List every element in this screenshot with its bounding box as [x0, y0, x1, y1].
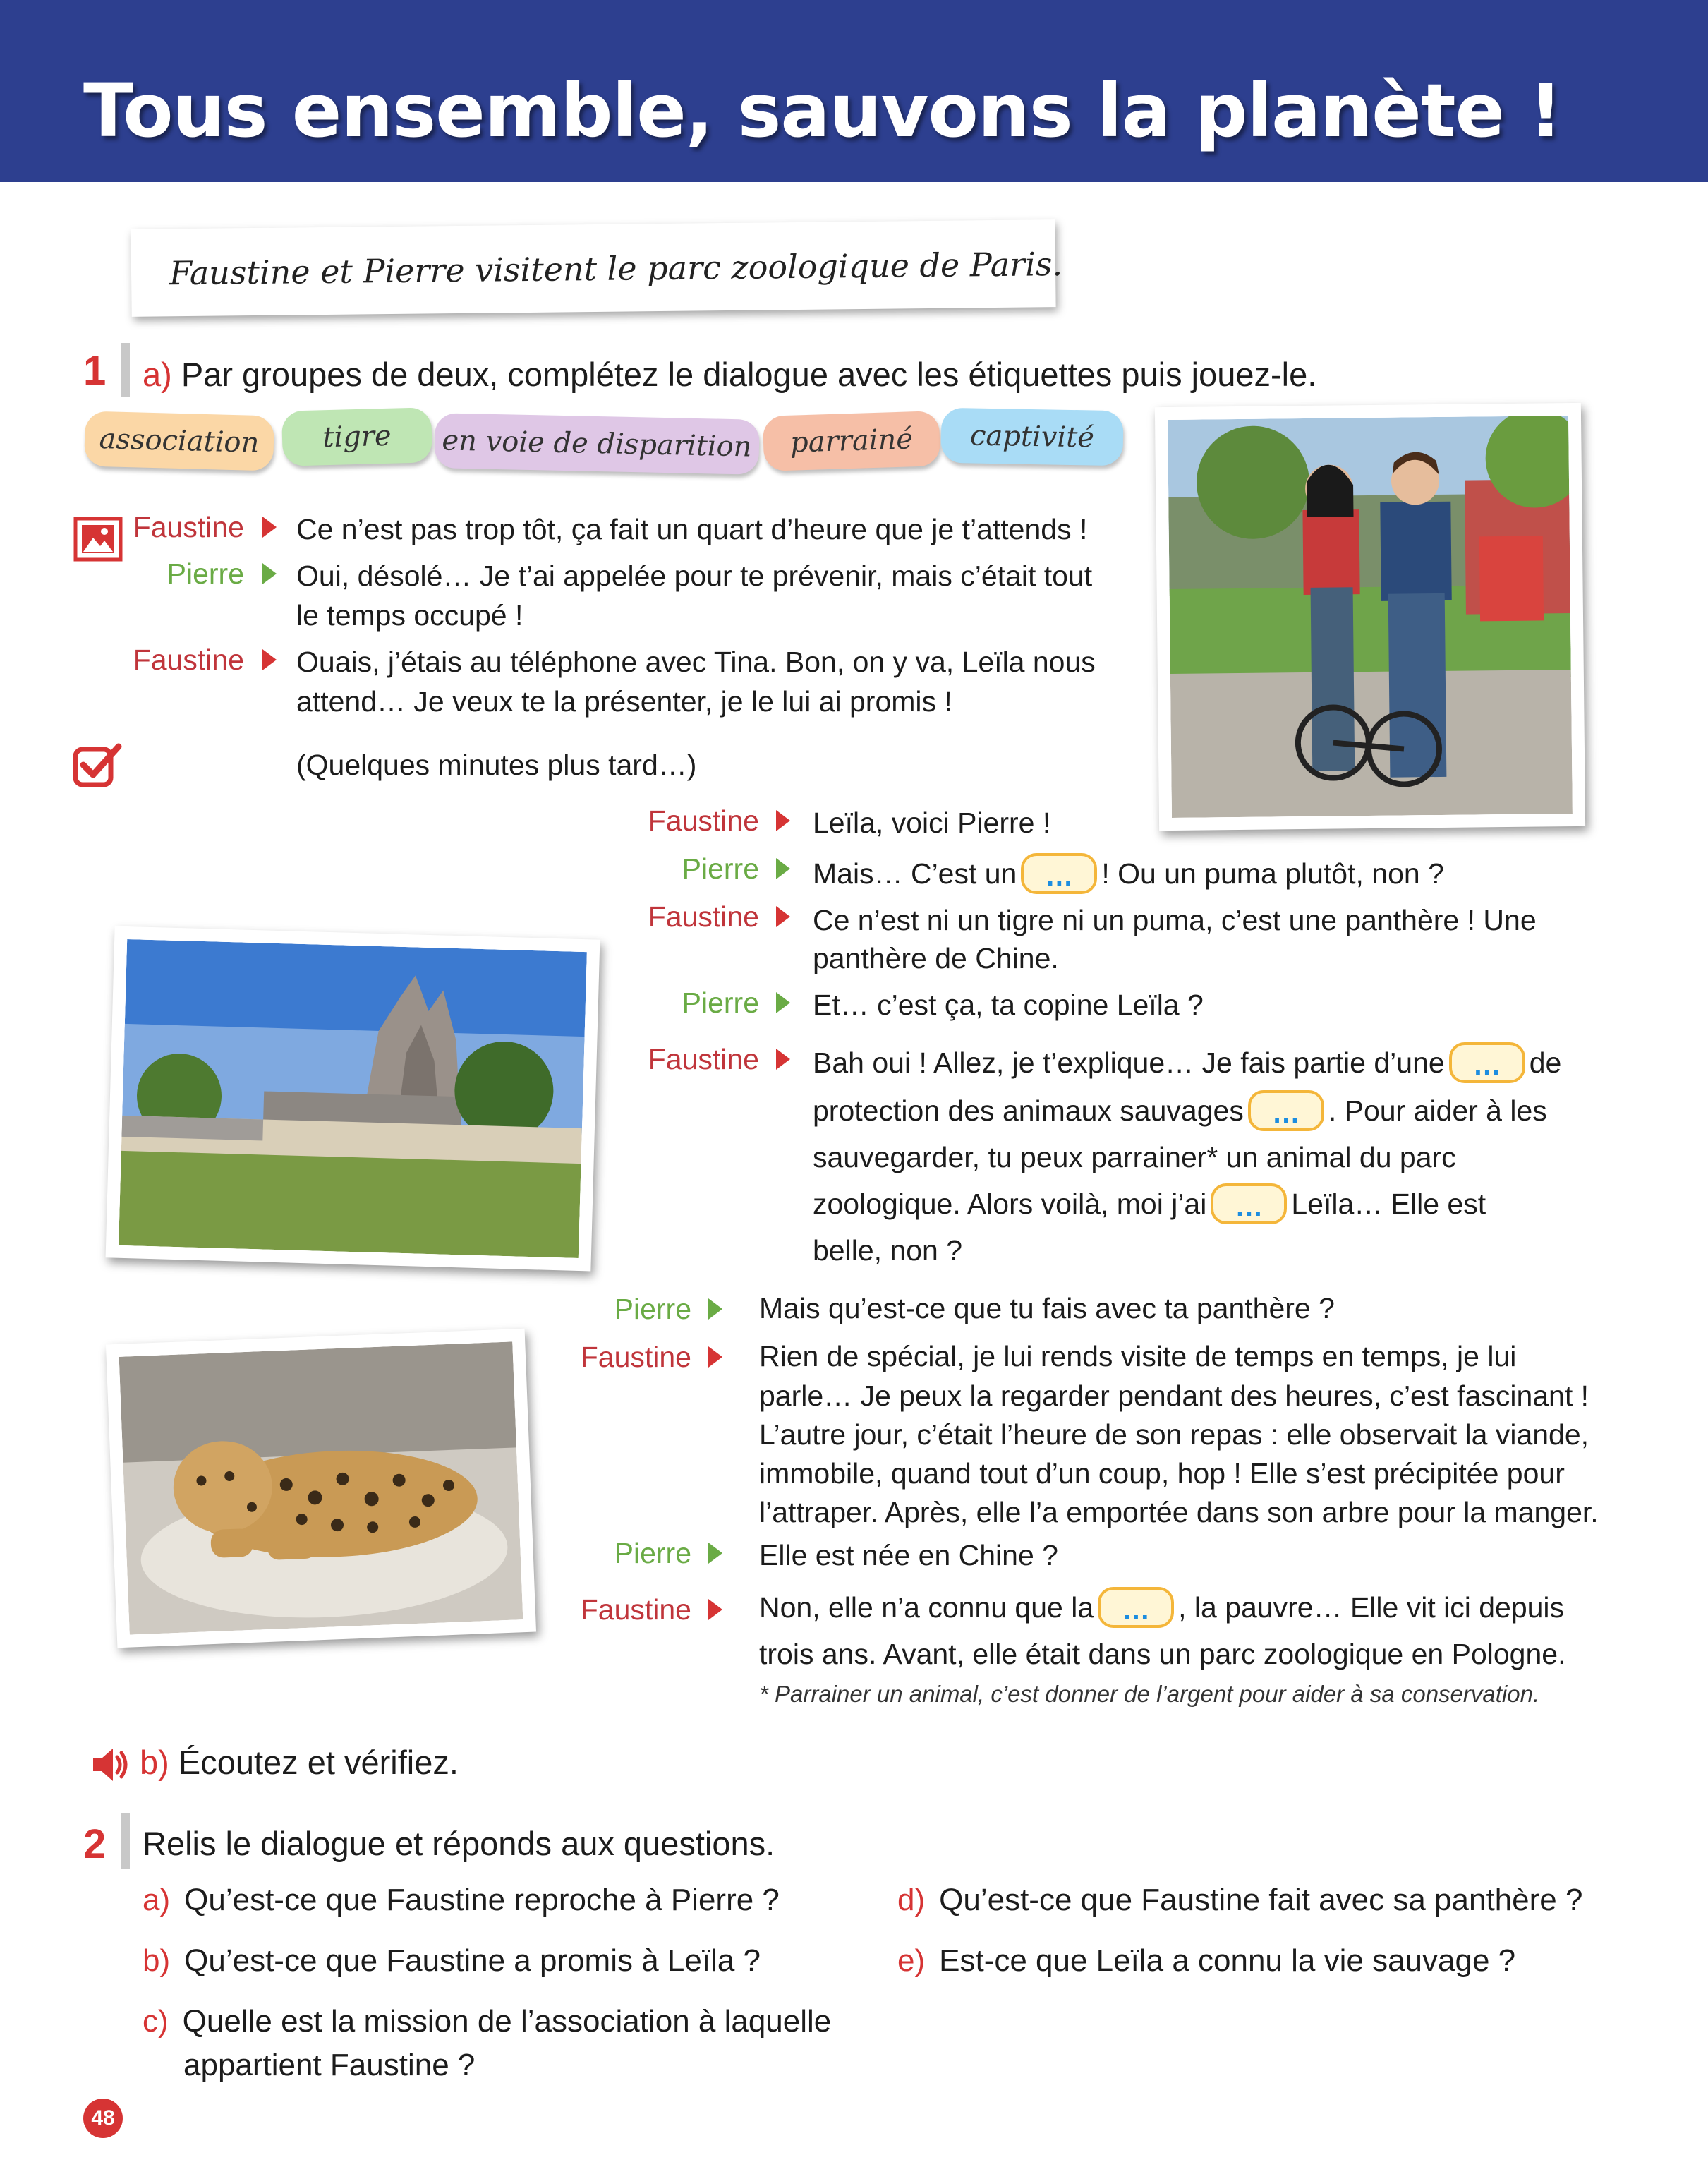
photo-teenagers [1155, 403, 1585, 831]
question-text: Est-ce que Leïla a connu la vie sauvage ? [939, 1943, 1516, 1978]
dialogue-line: Oui, désolé… Je t’ai appelée pour te prévenir, mais c’était tout [296, 560, 1093, 592]
dialogue-line: Elle est née en Chine ? [759, 1539, 1058, 1571]
question-c [143, 2000, 831, 2044]
blank-slot-3[interactable]: … [1248, 1090, 1324, 1131]
image-icon[interactable] [73, 517, 123, 562]
speaker-arrow [262, 517, 277, 538]
dialogue-line: L’autre jour, c’était l’heure de son repas : elle observait la viande, [759, 1418, 1589, 1451]
speaker-arrow [776, 810, 790, 831]
speaker-arrow [262, 563, 277, 584]
speaker-faustine: Faustine [648, 900, 759, 933]
dialogue-text: de [1529, 1046, 1562, 1079]
dialogue-text: Bah oui ! Allez, je t’explique… Je fais partie d’une [813, 1046, 1445, 1079]
dialogue-line: Et… c’est ça, ta copine Leïla ? [813, 989, 1204, 1021]
dialogue-text: Mais… C’est un [813, 857, 1017, 890]
blank-slot-5[interactable]: … [1098, 1587, 1174, 1628]
dialogue-line: immobile, quand tout d’un coup, hop ! Elle s’est précipitée pour [759, 1457, 1565, 1490]
speaker-pierre: Pierre [682, 986, 759, 1019]
speaker-arrow [708, 1599, 722, 1620]
exercise-1-bar [121, 343, 130, 397]
speaker-pierre: Pierre [166, 557, 244, 590]
intro-text: Faustine et Pierre visitent le parc zoologique de Paris. [169, 245, 1063, 293]
speaker-arrow [708, 1298, 722, 1320]
question-d [897, 1878, 1582, 1922]
dialogue-line: panthère de Chine. [813, 942, 1059, 974]
label-parraine[interactable]: parrainé [763, 411, 940, 471]
blank-slot-4[interactable]: … [1211, 1183, 1287, 1224]
exercise-1-number: 1 [83, 348, 107, 394]
question-letter: e) [897, 1943, 926, 1978]
speaker-pierre: Pierre [614, 1537, 691, 1569]
page-number: 48 [83, 2099, 123, 2138]
speaker-arrow [776, 1049, 790, 1070]
speaker-pierre: Pierre [682, 852, 759, 885]
speaker-pierre: Pierre [614, 1293, 691, 1325]
blank-slot-1[interactable]: … [1021, 853, 1097, 894]
label-tigre[interactable]: tigre [281, 407, 432, 466]
stage-direction: (Quelques minutes plus tard…) [296, 749, 697, 781]
dialogue-line: sauvegarder, tu peux parrainer* un animal du parc [813, 1141, 1456, 1173]
dialogue-line: attend… Je veux te la présenter, je le lui ai promis ! [296, 685, 952, 718]
dialogue-line [759, 1588, 1564, 1628]
exercise-2-bar [121, 1813, 130, 1869]
question-c-continued: appartient Faustine ? [183, 2048, 476, 2082]
speaker-arrow [776, 906, 790, 927]
dialogue-line: trois ans. Avant, elle était dans un parc zoologique en Pologne. [759, 1638, 1566, 1670]
speaker-faustine: Faustine [648, 1043, 759, 1075]
label-en-voie-de-disparition[interactable]: en voie de disparition [434, 413, 760, 475]
footnote: * Parrainer un animal, c’est donner de l’argent pour aider à sa conservation. [759, 1681, 1540, 1707]
question-letter: d) [897, 1883, 926, 1917]
part-b-text: Écoutez et vérifiez. [178, 1744, 459, 1781]
photo-zoo-rock [106, 926, 600, 1271]
dialogue-text: Leïla… Elle est [1291, 1188, 1486, 1220]
speaker-arrow [262, 649, 277, 670]
label-association[interactable]: association [84, 411, 274, 471]
dialogue-text: . Pour aider à les [1328, 1094, 1547, 1127]
dialogue-text: Non, elle n’a connu que la [759, 1591, 1094, 1624]
question-text: Qu’est-ce que Faustine fait avec sa panthère ? [939, 1883, 1583, 1917]
exercise-1a-instruction [143, 355, 1316, 394]
speaker-faustine: Faustine [133, 511, 244, 543]
dialogue-text: protection des animaux sauvages [813, 1094, 1244, 1127]
speaker-faustine: Faustine [648, 804, 759, 837]
speaker-faustine: Faustine [580, 1341, 691, 1373]
photo-leopard [106, 1329, 536, 1648]
label-captivite[interactable]: captivité [940, 408, 1123, 466]
checkbox-icon[interactable] [72, 742, 126, 789]
dialogue-text: ! Ou un puma plutôt, non ? [1101, 857, 1444, 890]
question-text: Qu’est-ce que Faustine reproche à Pierre ? [184, 1883, 780, 1917]
question-text: Quelle est la mission de l’association à laquelle [182, 2004, 832, 2039]
speaker-arrow [776, 992, 790, 1013]
dialogue-line [813, 1091, 1547, 1131]
blank-slot-2[interactable]: … [1449, 1042, 1525, 1083]
dialogue-line [813, 1043, 1561, 1083]
dialogue-line: Leïla, voici Pierre ! [813, 807, 1051, 839]
dialogue-text: , la pauvre… Elle vit ici depuis [1178, 1591, 1565, 1624]
question-text: Qu’est-ce que Faustine a promis à Leïla ? [184, 1943, 761, 1978]
dialogue-line: Rien de spécial, je lui rends visite de temps en temps, je lui [759, 1340, 1517, 1372]
title-banner [0, 0, 1708, 182]
dialogue-line: l’attraper. Après, elle l’a emportée dans son arbre pour la manger. [759, 1496, 1599, 1528]
dialogue-line: parle… Je peux la regarder pendant des heures, c’est fascinant ! [759, 1380, 1589, 1412]
part-a-letter: a) [143, 356, 172, 393]
speaker-arrow [708, 1346, 722, 1368]
dialogue-line [813, 854, 1444, 894]
audio-icon[interactable] [90, 1746, 130, 1784]
question-letter: a) [143, 1883, 171, 1917]
exercise-1b-instruction [140, 1743, 459, 1782]
dialogue-line: belle, non ? [813, 1234, 963, 1267]
intro-card [131, 219, 1063, 317]
question-letter: c) [143, 2004, 169, 2039]
question-b [143, 1939, 761, 1983]
part-b-letter: b) [140, 1744, 169, 1781]
question-e [897, 1939, 1515, 1983]
speaker-faustine: Faustine [580, 1593, 691, 1626]
exercise-2-instruction: Relis le dialogue et réponds aux questions. [143, 1825, 775, 1862]
dialogue-line [813, 1184, 1486, 1224]
page-title: Tous ensemble, sauvons la planète ! [83, 68, 1562, 154]
question-letter: b) [143, 1943, 171, 1978]
speaker-faustine: Faustine [133, 644, 244, 676]
dialogue-text: zoologique. Alors voilà, moi j’ai [813, 1188, 1207, 1220]
speaker-arrow [776, 858, 790, 879]
part-a-text: Par groupes de deux, complétez le dialogue avec les étiquettes puis jouez-le. [181, 356, 1317, 393]
dialogue-line: le temps occupé ! [296, 599, 523, 632]
dialogue-line: Ouais, j’étais au téléphone avec Tina. Bon, on y va, Leïla nous [296, 646, 1096, 678]
question-a [143, 1878, 780, 1922]
dialogue-line: Ce n’est pas trop tôt, ça fait un quart d’heure que je t’attends ! [296, 513, 1088, 545]
dialogue-line: Mais qu’est-ce que tu fais avec ta panthère ? [759, 1292, 1335, 1324]
dialogue-line: Ce n’est ni un tigre ni un puma, c’est une panthère ! Une [813, 904, 1537, 936]
exercise-2-number: 2 [83, 1821, 107, 1867]
speaker-arrow [708, 1543, 722, 1564]
